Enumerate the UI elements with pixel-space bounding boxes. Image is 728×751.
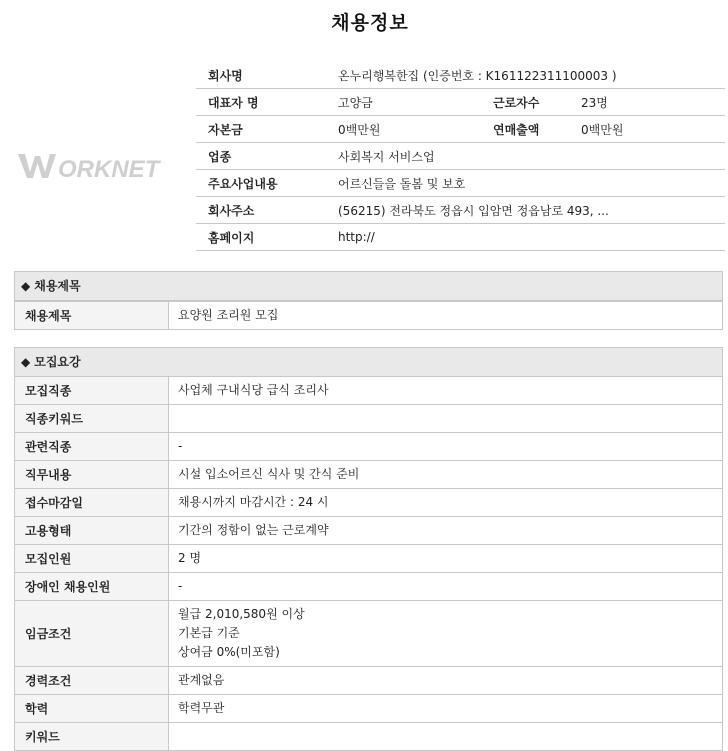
company-name-label: 회사명 <box>196 62 326 89</box>
recruit-row-value-text: - <box>178 579 183 593</box>
ceo-row <box>196 89 725 116</box>
recruit-row-value <box>169 601 722 666</box>
recruit-row <box>15 488 722 516</box>
recruit-row <box>15 516 722 544</box>
recruit-row-value-line: 상여금 0%(미포함) <box>178 645 280 659</box>
recruit-row-value <box>169 461 722 488</box>
recruit-row-label: 학력 <box>15 695 169 722</box>
recruit-row-label: 직무내용 <box>15 461 169 488</box>
recruit-row <box>15 460 722 488</box>
address-row <box>196 197 725 224</box>
job-title-text: 요양원 조리원 모집 <box>178 308 279 322</box>
company-name-value: 온누리행복한집 (인증번호 : K161122311100003 ) <box>326 62 725 89</box>
recruit-row-label: 접수마감일 <box>15 489 169 516</box>
business-label: 주요사업내용 <box>196 170 326 197</box>
recruit-row <box>15 404 722 432</box>
recruit-row-value <box>169 433 722 460</box>
recruit-row-label: 직종키워드 <box>15 405 169 432</box>
job-title-section-header-text: 채용제목 <box>34 279 81 293</box>
recruit-row <box>15 377 722 404</box>
svg-text:ORKNET: ORKNET <box>58 156 160 182</box>
recruit-row-value-line: 월급 2,010,580원 이상 <box>178 607 305 621</box>
recruit-row <box>15 544 722 572</box>
recruit-row-value <box>169 377 722 404</box>
job-title-row <box>15 301 722 329</box>
diamond-icon: ◆ <box>21 279 31 293</box>
recruit-row-value-text: 학력무관 <box>178 701 225 715</box>
job-title-section <box>14 271 723 330</box>
homepage-row <box>196 224 725 251</box>
recruit-row-value-line: 기본급 기준 <box>178 626 240 640</box>
recruit-row-value <box>169 723 722 750</box>
industry-value: 사회복지 서비스업 <box>326 143 725 170</box>
address-value: (56215) 전라북도 정읍시 입암면 정읍남로 493, ... <box>326 197 725 224</box>
recruit-row-value-text: 시설 입소어르신 식사 및 간식 준비 <box>178 467 360 481</box>
recruit-row <box>15 432 722 460</box>
job-title-value <box>169 302 722 329</box>
recruit-row-label: 관련직종 <box>15 433 169 460</box>
recruit-row-value <box>169 489 722 516</box>
recruit-row <box>15 572 722 600</box>
capital-row <box>196 116 725 143</box>
recruit-row-value-text: 채용시까지 마감시간 : 24 시 <box>178 495 329 509</box>
workers-label: 근로자수 <box>493 89 569 116</box>
business-value: 어르신들을 돌봄 및 보호 <box>326 170 725 197</box>
business-row <box>196 170 725 197</box>
recruit-row-value <box>169 405 722 432</box>
diamond-icon: ◆ <box>21 355 31 369</box>
job-title-label: 채용제목 <box>15 302 169 329</box>
recruit-row-label: 키워드 <box>15 723 169 750</box>
recruit-row-label: 고용형태 <box>15 517 169 544</box>
recruit-row-value <box>169 545 722 572</box>
workers-value: 23명 <box>569 89 725 116</box>
recruit-row <box>15 694 722 722</box>
recruit-row <box>15 722 722 750</box>
company-info-table <box>196 62 725 251</box>
sales-value: 0백만원 <box>569 116 725 143</box>
recruit-row-value <box>169 695 722 722</box>
recruit-row-value-text: 기간의 정함이 없는 근로계약 <box>178 523 329 537</box>
recruit-section <box>14 347 723 751</box>
recruit-row-value <box>169 573 722 600</box>
sales-label: 연매출액 <box>493 116 569 143</box>
recruit-row-value-text: 사업체 구내식당 급식 조리사 <box>178 383 329 397</box>
address-label: 회사주소 <box>196 197 326 224</box>
industry-label: 업종 <box>196 143 326 170</box>
ceo-value: 고양금 <box>326 89 493 116</box>
recruit-row <box>15 666 722 694</box>
industry-row <box>196 143 725 170</box>
capital-value: 0백만원 <box>326 116 493 143</box>
recruit-row-value-text: 관계없음 <box>178 673 225 687</box>
page-title: 채용정보 <box>331 12 409 34</box>
recruit-row-value-text: - <box>178 439 183 453</box>
recruit-row-label: 경력조건 <box>15 667 169 694</box>
homepage-value[interactable]: http:// <box>326 224 725 251</box>
recruit-row-label: 모집직종 <box>15 377 169 404</box>
recruit-rows <box>15 377 722 750</box>
capital-label: 자본금 <box>196 116 326 143</box>
recruit-section-header-text: 모집요강 <box>34 355 81 369</box>
company-name-row <box>196 62 725 89</box>
recruit-row-value-text: 2 명 <box>178 551 202 565</box>
recruit-section-header <box>15 348 722 377</box>
worknet-logo <box>16 146 176 182</box>
recruit-row-label: 임금조건 <box>15 601 169 666</box>
recruit-row <box>15 600 722 666</box>
recruit-row-label: 장애인 채용인원 <box>15 573 169 600</box>
recruit-row-label: 모집인원 <box>15 545 169 572</box>
homepage-label: 홈페이지 <box>196 224 326 251</box>
recruit-row-value <box>169 667 722 694</box>
recruit-row-value <box>169 517 722 544</box>
job-title-section-header <box>15 272 722 301</box>
ceo-label: 대표자 명 <box>196 89 326 116</box>
